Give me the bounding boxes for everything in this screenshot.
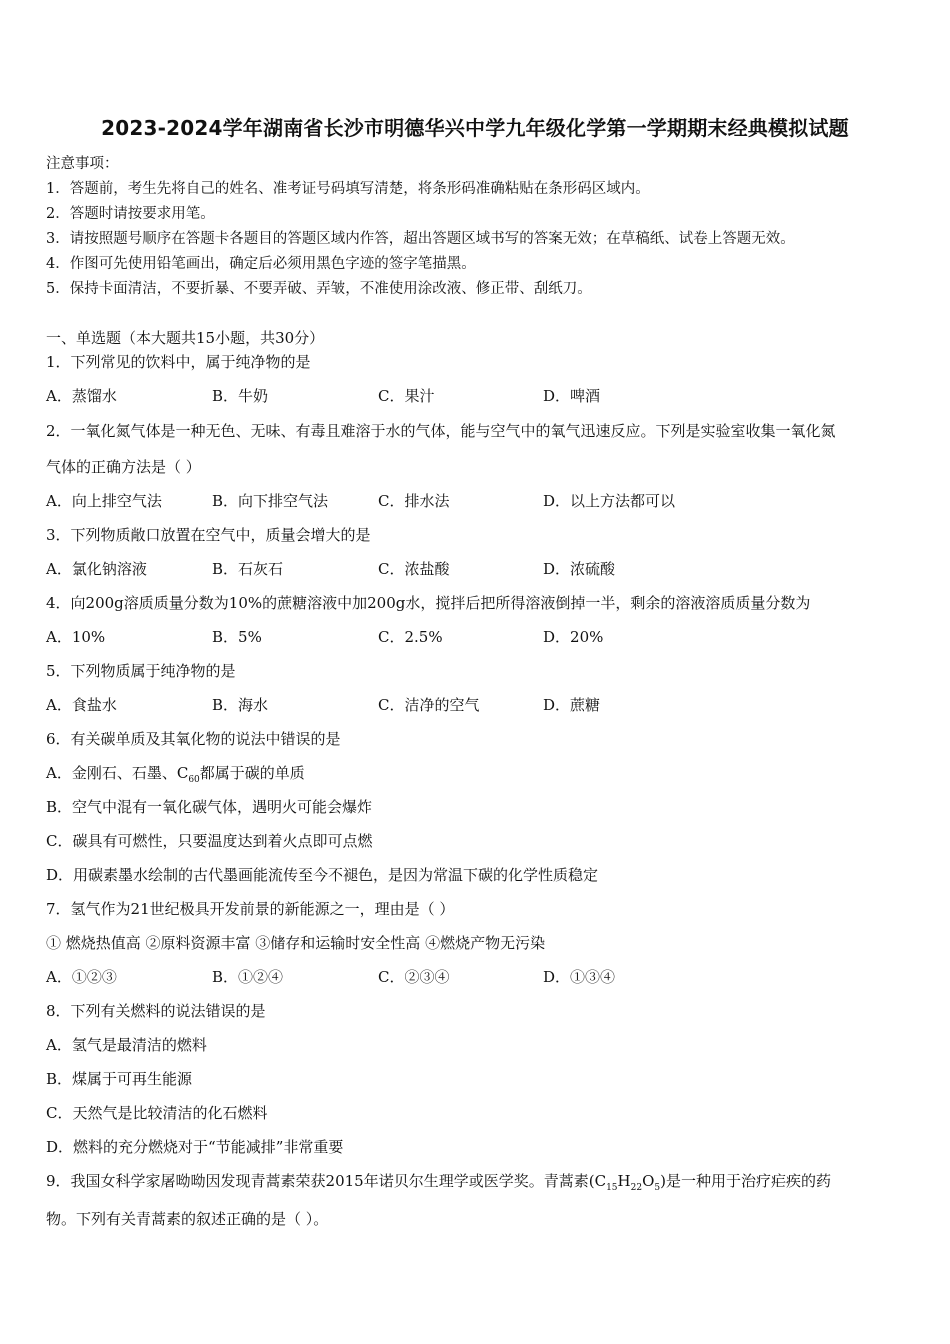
element-symbol: O — [642, 1172, 655, 1190]
option-d: D．①③④ — [543, 968, 616, 986]
question-9-stem — [46, 1170, 831, 1193]
question-9-text: 9．我国女科学家屠呦呦因发现青蒿素荣获2015年诺贝尔生理学或医学奖。青蒿素(C — [46, 1172, 607, 1190]
notice-item: 4．作图可先使用铅笔画出，确定后必须用黑色字迹的签字笔描黑。 — [46, 256, 476, 272]
question-9-text-cont: )是一种用于治疗疟疾的药 — [660, 1172, 831, 1190]
section-heading: 一、单选题（本大题共15小题，共30分） — [46, 329, 325, 347]
question-1-stem: 1．下列常见的饮料中，属于纯净物的是 — [46, 353, 311, 371]
notice-heading: 注意事项： — [46, 156, 119, 172]
question-2-stem-cont: 气体的正确方法是（ ） — [46, 458, 201, 476]
subscript: 15 — [606, 1183, 618, 1193]
option-c: C．果汁 — [378, 387, 435, 405]
question-6-stem: 6．有关碳单质及其氧化物的说法中错误的是 — [46, 730, 341, 748]
option-d: D．以上方法都可以 — [543, 492, 676, 510]
option-d: D．浓硫酸 — [543, 560, 616, 578]
option-c: C．洁净的空气 — [378, 696, 480, 714]
option-b: B．向下排空气法 — [212, 492, 329, 510]
option-a: A．蒸馏水 — [46, 387, 117, 405]
option-b: B．牛奶 — [212, 387, 269, 405]
option-b: B．空气中混有一氧化碳气体，遇明火可能会爆炸 — [46, 798, 373, 816]
option-a: A．①②③ — [46, 968, 117, 986]
option-a — [46, 762, 305, 785]
question-2-stem: 2．一氧化氮气体是一种无色、无味、有毒且难溶于水的气体，能与空气中的氧气迅速反应。下列是实验室收集一氧化氮 — [46, 422, 836, 440]
option-b: B．5% — [212, 628, 262, 646]
subscript: 22 — [630, 1183, 643, 1193]
option-a: A．向上排空气法 — [46, 492, 162, 510]
option-b: B．石灰石 — [212, 560, 284, 578]
option-c: C．②③④ — [378, 968, 450, 986]
option-a: A．氯化钠溶液 — [46, 560, 147, 578]
option-b: B．海水 — [212, 696, 269, 714]
question-9-stem-cont: 物。下列有关青蒿素的叙述正确的是（ ）。 — [46, 1210, 329, 1228]
option-b: B．煤属于可再生能源 — [46, 1070, 193, 1088]
option-b: B．①②④ — [212, 968, 284, 986]
option-c: C．浓盐酸 — [378, 560, 450, 578]
option-d: D．蔗糖 — [543, 696, 601, 714]
question-8-stem: 8．下列有关燃料的说法错误的是 — [46, 1002, 266, 1020]
option-d: D．啤酒 — [543, 387, 601, 405]
notice-item: 1．答题前，考生先将自己的姓名、准考证号码填写清楚，将条形码准确粘贴在条形码区域内。 — [46, 181, 650, 197]
option-d: D．燃料的充分燃烧对于“节能减排”非常重要 — [46, 1138, 344, 1156]
subscript: 5 — [654, 1183, 661, 1193]
option-a: A．食盐水 — [46, 696, 117, 714]
option-d: D．用碳素墨水绘制的古代墨画能流传至今不褪色，是因为常温下碳的化学性质稳定 — [46, 866, 599, 884]
element-symbol: H — [617, 1172, 631, 1190]
page-title: 2023-2024学年湖南省长沙市明德华兴中学九年级化学第一学期期末经典模拟试题 — [101, 116, 849, 140]
notice-item: 2．答题时请按要求用笔。 — [46, 206, 215, 222]
subscript: 60 — [188, 775, 200, 785]
question-7-stem: 7．氢气作为21世纪极具开发前景的新能源之一，理由是（ ） — [46, 900, 455, 918]
question-5-stem: 5．下列物质属于纯净物的是 — [46, 662, 236, 680]
question-7-statements: ① 燃烧热值高 ②原料资源丰富 ③储存和运输时安全性高 ④燃烧产物无污染 — [46, 934, 546, 952]
notice-item: 3．请按照题号顺序在答题卡各题目的答题区域内作答，超出答题区域书写的答案无效；在草稿纸、试卷上答题无效。 — [46, 231, 795, 247]
option-c: C．天然气是比较清洁的化石燃料 — [46, 1104, 268, 1122]
option-a: A．氢气是最清洁的燃料 — [46, 1036, 207, 1054]
question-3-stem: 3．下列物质敞口放置在空气中，质量会增大的是 — [46, 526, 371, 544]
question-4-stem: 4．向200g溶质质量分数为10%的蔗糖溶液中加200g水，搅拌后把所得溶液倒掉一半，剩余的溶液溶质质量分数为 — [46, 594, 811, 612]
option-a-text: A．金刚石、石墨、C — [46, 764, 189, 782]
option-c: C．排水法 — [378, 492, 450, 510]
option-c: C．2.5% — [378, 628, 443, 646]
notice-item: 5．保持卡面清洁，不要折暴、不要弄破、弄皱，不准使用涂改液、修正带、刮纸刀。 — [46, 281, 592, 297]
option-c: C．碳具有可燃性，只要温度达到着火点即可点燃 — [46, 832, 373, 850]
option-d: D．20% — [543, 628, 604, 646]
option-a: A．10% — [46, 628, 106, 646]
option-a-text-cont: 都属于碳的单质 — [199, 764, 305, 782]
